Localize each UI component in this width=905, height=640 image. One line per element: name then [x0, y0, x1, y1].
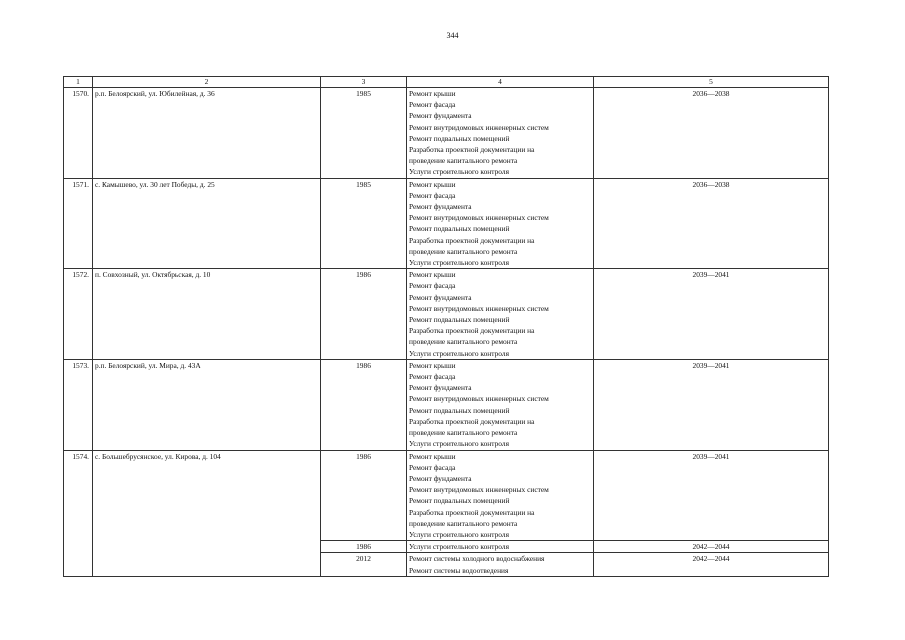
address-cell: п. Совхозный, ул. Октябрьская, д. 10 — [93, 269, 321, 360]
table-row — [64, 269, 829, 360]
work-item: проведение капитального ремонта — [409, 428, 518, 438]
address-cell: р.п. Белоярский, ул. Юбилейная, д. 36 — [93, 88, 321, 179]
work-item: Разработка проектной документации на — [409, 145, 535, 155]
row-number: 1573. — [64, 359, 93, 450]
year-cell: 1986 — [321, 541, 407, 553]
works-cell — [407, 178, 594, 269]
period-cell: 2036—2038 — [594, 88, 829, 179]
work-item: проведение капитального ремонта — [409, 337, 518, 347]
work-item: Ремонт подвальных помещений — [409, 133, 510, 143]
page-number: 344 — [446, 31, 459, 40]
capital-repair-table — [63, 76, 829, 577]
column-number-header-row — [64, 77, 829, 88]
work-item: Услуги строительного контроля — [409, 529, 509, 539]
year-cell: 1986 — [321, 269, 407, 360]
work-item: Ремонт системы водоотведения — [409, 565, 509, 575]
work-item: Ремонт крыши — [409, 179, 456, 189]
works-cell — [407, 88, 594, 179]
work-item: Ремонт подвальных помещений — [409, 315, 510, 325]
work-item: Разработка проектной документации на — [409, 326, 535, 336]
works-cell — [407, 553, 594, 576]
table-row — [64, 88, 829, 179]
work-item: Ремонт внутридомовых инженерных систем — [409, 394, 549, 404]
period-cell: 2042—2044 — [594, 553, 829, 576]
works-cell — [407, 359, 594, 450]
work-item: Разработка проектной документации на — [409, 507, 535, 517]
table-row — [64, 359, 829, 450]
work-item: Ремонт фундамента — [409, 202, 472, 212]
row-number: 1571. — [64, 178, 93, 269]
work-item: Ремонт фасада — [409, 372, 456, 382]
work-item: Услуги строительного контроля — [409, 542, 509, 552]
address-cell: р.п. Белоярский, ул. Мира, д. 43А — [93, 359, 321, 450]
period-cell: 2036—2038 — [594, 178, 829, 269]
work-item: Разработка проектной документации на — [409, 416, 535, 426]
year-cell: 1986 — [321, 359, 407, 450]
work-item: Услуги строительного контроля — [409, 167, 509, 177]
work-item: Ремонт внутридомовых инженерных систем — [409, 213, 549, 223]
work-item: Ремонт крыши — [409, 451, 456, 461]
work-item: проведение капитального ремонта — [409, 246, 518, 256]
works-cell — [407, 269, 594, 360]
work-item: Ремонт подвальных помещений — [409, 224, 510, 234]
works-cell — [407, 450, 594, 541]
address-cell: с. Большебрусянское, ул. Кирова, д. 104 — [93, 450, 321, 576]
work-item: Ремонт фундамента — [409, 383, 472, 393]
work-item: Ремонт системы холодного водоснабжения — [409, 554, 545, 564]
row-number: 1572. — [64, 269, 93, 360]
work-item: Ремонт внутридомовых инженерных систем — [409, 122, 549, 132]
work-item: Ремонт фундамента — [409, 292, 472, 302]
work-item: Ремонт фундамента — [409, 473, 472, 483]
table-row — [64, 450, 829, 541]
work-item: Ремонт внутридомовых инженерных систем — [409, 303, 549, 313]
work-item: Ремонт подвальных помещений — [409, 496, 510, 506]
work-item: Разработка проектной документации на — [409, 235, 535, 245]
work-item: Ремонт фасада — [409, 190, 456, 200]
year-cell: 2012 — [321, 553, 407, 576]
work-item: Ремонт фундамента — [409, 111, 472, 121]
address-cell: с. Камышево, ул. 30 лет Победы, д. 25 — [93, 178, 321, 269]
table-row — [64, 178, 829, 269]
period-cell: 2042—2044 — [594, 541, 829, 553]
period-cell: 2039—2041 — [594, 359, 829, 450]
work-item: Ремонт подвальных помещений — [409, 405, 510, 415]
column-header: 3 — [321, 77, 407, 88]
column-header: 1 — [64, 77, 93, 88]
work-item: Ремонт крыши — [409, 360, 456, 370]
year-cell: 1986 — [321, 450, 407, 541]
work-item: Услуги строительного контроля — [409, 439, 509, 449]
year-cell: 1985 — [321, 88, 407, 179]
row-number: 1574. — [64, 450, 93, 576]
row-number: 1570. — [64, 88, 93, 179]
work-item: Ремонт фасада — [409, 100, 456, 110]
period-cell: 2039—2041 — [594, 450, 829, 541]
work-item: Ремонт крыши — [409, 270, 456, 280]
work-item: проведение капитального ремонта — [409, 518, 518, 528]
column-header: 5 — [594, 77, 829, 88]
work-item: проведение капитального ремонта — [409, 156, 518, 166]
works-cell — [407, 541, 594, 553]
column-header: 2 — [93, 77, 321, 88]
work-item: Ремонт фасада — [409, 281, 456, 291]
period-cell: 2039—2041 — [594, 269, 829, 360]
work-item: Услуги строительного контроля — [409, 258, 509, 268]
work-item: Услуги строительного контроля — [409, 348, 509, 358]
work-item: Ремонт внутридомовых инженерных систем — [409, 485, 549, 495]
work-item: Ремонт крыши — [409, 89, 456, 98]
year-cell: 1985 — [321, 178, 407, 269]
column-header: 4 — [407, 77, 594, 88]
work-item: Ремонт фасада — [409, 462, 456, 472]
